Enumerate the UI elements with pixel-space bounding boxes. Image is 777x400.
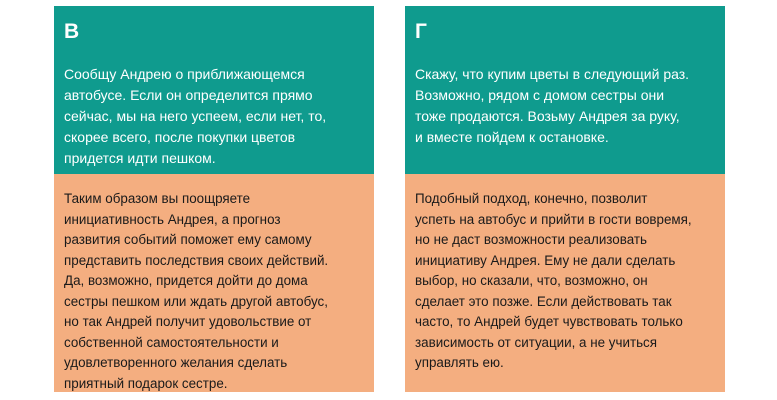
text-line: но так Андрей получит удовольствие от [64, 314, 312, 329]
text-line: но не даст возможности реализовать [415, 232, 647, 247]
text-line: скорее всего, после покупки цветов [64, 129, 296, 145]
option-action-panel [54, 6, 374, 174]
text-line: приятный подарок сестре. [64, 375, 228, 391]
text-line: удовлетворенного желания сделать [64, 355, 288, 370]
text-line: Подобный подход, конечно, позволит [415, 191, 648, 206]
text-line: сделает это позже. Если действовать так [415, 293, 672, 309]
text-line: управлять ею. [415, 355, 504, 370]
text-line: Таким образом вы поощряете [64, 191, 251, 206]
option-outcome-text [64, 189, 364, 394]
text-line: зависимость от ситуации, а не учиться [415, 334, 657, 350]
text-line: представить последствия своих действий. [64, 252, 329, 268]
text-line: Возможно, рядом с домом сестры они [415, 87, 665, 103]
option-letter: В [64, 20, 80, 43]
text-line: инициативность Андрея, а прогноз [64, 211, 281, 227]
option-card-v [54, 6, 374, 392]
option-action-panel [405, 6, 725, 174]
text-line: сейчас, мы на него успеем, если нет, то, [64, 108, 327, 124]
text-line: и вместе пойдем к остановке. [415, 129, 609, 145]
option-outcome-text [415, 189, 715, 374]
text-line: Да, возможно, придется дойти до дома [64, 273, 308, 288]
text-line: сестры пешком или ждать другой автобус, [64, 293, 328, 309]
text-line: успеть на автобус и прийти в гости вовремя, [415, 211, 692, 227]
text-line: развития событий поможет ему самому [64, 232, 312, 247]
text-line: инициативу Андрея. Ему не дали сделать [415, 252, 676, 268]
text-line: автобусе. Если он определится прямо [64, 87, 313, 103]
text-line: Скажу, что купим цветы в следующий раз. [415, 66, 690, 82]
option-outcome-panel [405, 174, 725, 392]
option-letter: Г [415, 20, 427, 43]
text-line: часто, то Андрей будет чувствовать только [415, 314, 683, 329]
option-action-text [415, 64, 715, 148]
text-line: выбор, но сказали, что, возможно, он [415, 273, 648, 288]
text-line: придется идти пешком. [64, 150, 216, 166]
text-line: собственной самостоятельности и [64, 334, 279, 350]
option-card-g [405, 6, 725, 392]
text-line: тоже продаются. Возьму Андрея за руку, [415, 108, 680, 124]
text-line: Сообщу Андрею о приближающемся [64, 66, 305, 82]
option-outcome-panel [54, 174, 374, 392]
option-action-text [64, 64, 364, 169]
